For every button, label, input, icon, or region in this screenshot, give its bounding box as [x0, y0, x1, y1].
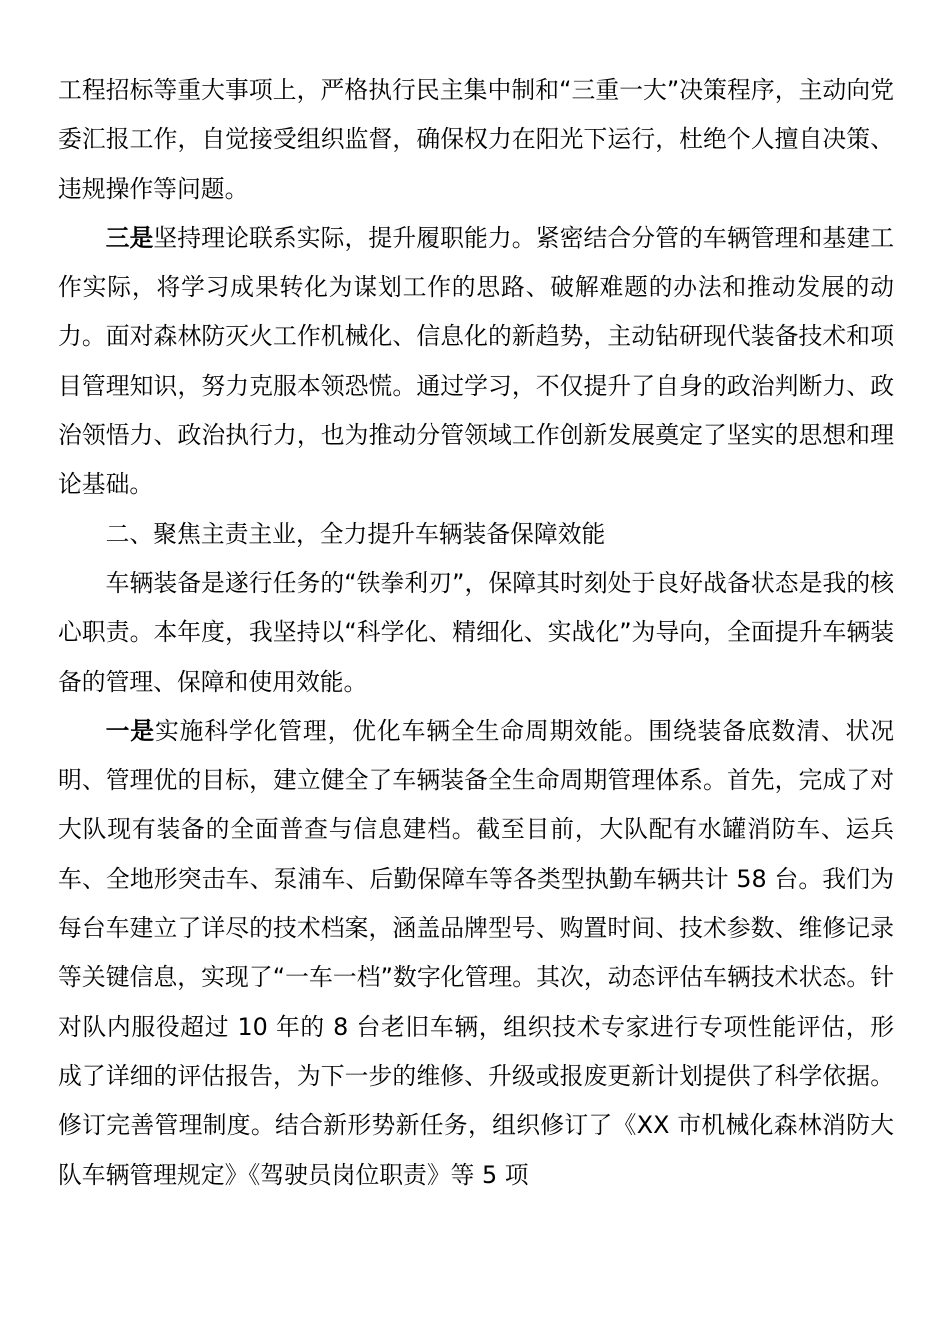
paragraph-text: 实施科学化管理，优化车辆全生命周期效能。围绕装备底数清、状况明、管理优的目标，建立健全了车辆装备全生命周期管理体系。首先，完成了对大队现有装备的全面普查与信息建档。截至目前，大队配有水罐消防车、运兵车、全地形突击车、泵浦车、后勤保障车等各类型执勤车辆共计 58 台。我们为每台车建立了详尽的技术档案，涵盖品牌型号、购置时间、技术参数、维修记录等关键信息，实现了“一车一档”数字化管理。其次，动态评估车辆技术状态。针对队内服役超过 10 年的 8 台老旧车辆，组织技术专家进行专项性能评估，形成了详细的评估报告，为下一步的维修、升级或报废更新计划提供了科学依据。修订完善管理制度。结合新形势新任务，组织修订了《XX 市机械化森林消防大队车辆管理规定》《驾驶员岗位职责》等 5 项	[58, 716, 895, 1189]
paragraph-point-one	[58, 707, 894, 1200]
paragraph-text: 车辆装备是遂行任务的“铁拳利刃”，保障其时刻处于良好战备状态是我的核心职责。本年度，我坚持以“科学化、精细化、实战化”为导向，全面提升车辆装备的管理、保障和使用效能。	[58, 568, 894, 696]
document-page	[58, 66, 894, 1200]
section-heading	[58, 510, 894, 559]
paragraph-point-three	[58, 214, 894, 510]
paragraph-body	[58, 559, 894, 707]
paragraph-lead: 一是	[105, 716, 155, 745]
paragraph-text: 坚持理论联系实际，提升履职能力。紧密结合分管的车辆管理和基建工作实际，将学习成果转化为谋划工作的思路、破解难题的办法和推动发展的动力。面对森林防灭火工作机械化、信息化的新趋势，主动钻研现代装备技术和项目管理知识，努力克服本领恐慌。通过学习，不仅提升了自身的政治判断力、政治领悟力、政治执行力，也为推动分管领域工作创新发展奠定了坚实的思想和理论基础。	[58, 223, 895, 499]
heading-text: 二、聚焦主责主业，全力提升车辆装备保障效能	[105, 519, 606, 548]
paragraph-lead: 三是	[105, 223, 154, 252]
paragraph-text: 工程招标等重大事项上，严格执行民主集中制和“三重一大”决策程序，主动向党委汇报工作，自觉接受组织监督，确保权力在阳光下运行，杜绝个人擅自决策、违规操作等问题。	[58, 76, 894, 203]
paragraph-continuation	[58, 66, 894, 214]
